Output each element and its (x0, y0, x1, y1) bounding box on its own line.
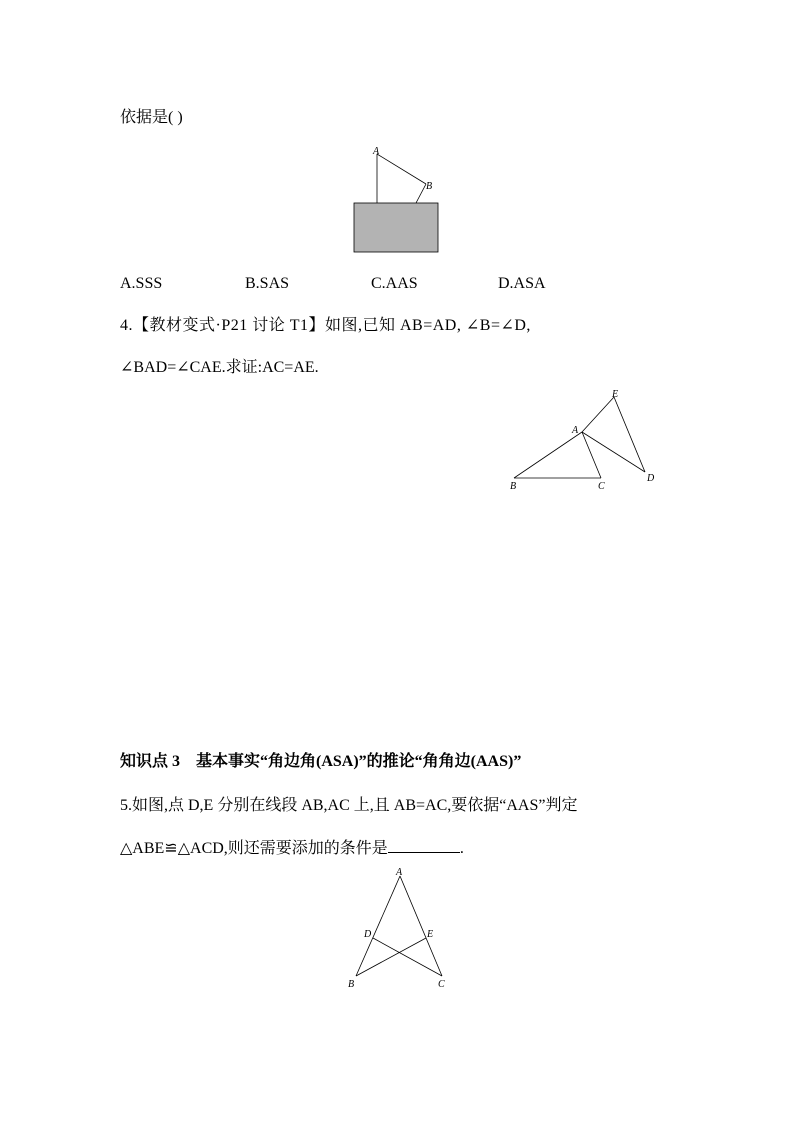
q5-label-b: B (348, 979, 355, 990)
q4-label-a: A (572, 425, 579, 436)
q3-prompt: 依据是( ) (120, 109, 183, 126)
shaded-block (354, 203, 438, 252)
answer-blank[interactable] (388, 838, 460, 853)
q5-line2-text: △ABE≌△ACD,则还需要添加的条件是 (120, 840, 388, 857)
q4-figure (500, 382, 670, 502)
q5-line2 (120, 838, 464, 859)
q5-label-a: A (396, 867, 403, 878)
section-heading: 知识点 3 基本事实“角边角(ASA)”的推论“角角边(AAS)” (120, 753, 522, 770)
q4-label-d: D (647, 473, 655, 484)
q3-option-b: B.SAS (245, 275, 290, 292)
q4-label-c: C (598, 481, 605, 492)
q5-figure (340, 862, 460, 997)
q5-label-d: D (364, 929, 372, 940)
q4-line2: ∠BAD=∠CAE.求证:AC=AE. (120, 359, 319, 376)
q5-label-e: E (427, 929, 434, 940)
q4-line1: 4.【教材变式·P21 讨论 T1】如图,已知 AB=AD, ∠B=∠D, (120, 317, 531, 334)
q5-line2-end: . (459, 840, 464, 857)
q5-label-c: C (438, 979, 445, 990)
q3-label-b: B (426, 181, 433, 192)
q4-label-b: B (510, 481, 517, 492)
q5-line1: 5.如图,点 D,E 分别在线段 AB,AC 上,且 AB=AC,要依据“AAS”判定 (120, 797, 578, 814)
q4-label-e: E (612, 389, 619, 400)
q3-option-c: C.AAS (371, 275, 418, 292)
q3-option-d: D.ASA (498, 275, 546, 292)
q3-option-a: A.SSS (120, 275, 163, 292)
q3-figure (340, 140, 450, 265)
q3-label-a: A (373, 146, 380, 157)
